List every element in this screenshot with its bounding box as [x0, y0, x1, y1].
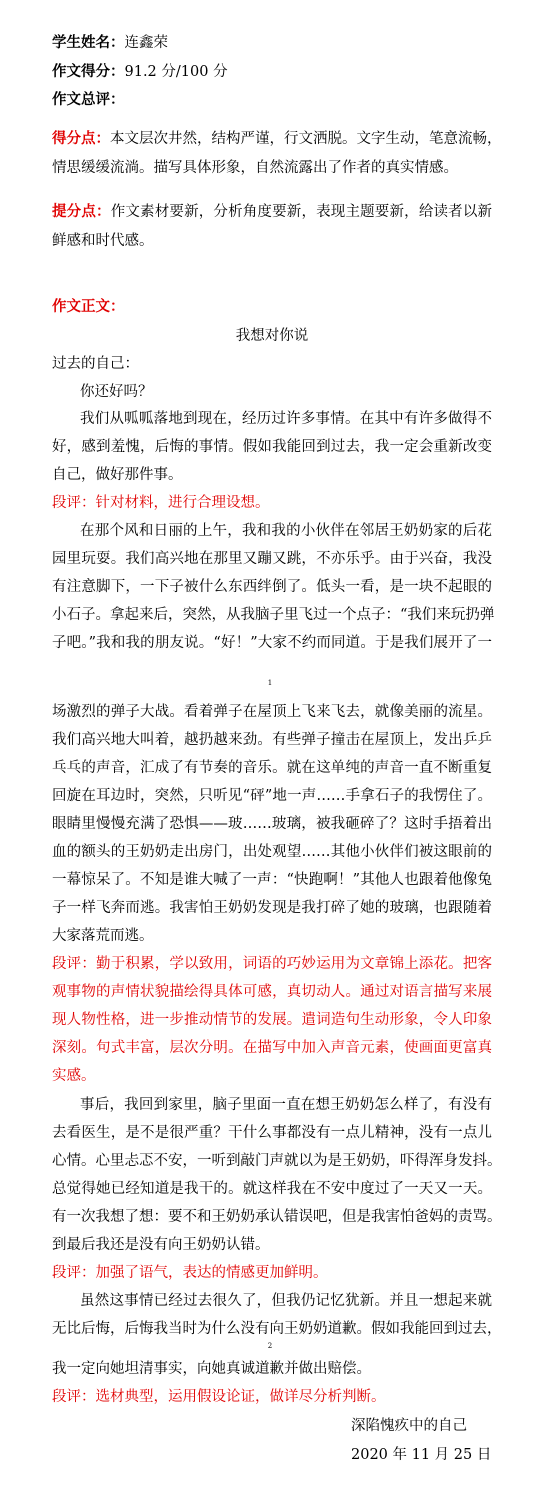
paragraph-comment-2: 观事物的声情状貌描绘得具体可感，真切动人。通过对语言描写来展 — [52, 984, 492, 1000]
improve-text-2: 鲜感和时代感。 — [52, 233, 154, 249]
paragraph-comment-2: 现人物性格，进一步推动情节的发展。遣词造句生动形象，令人印象 — [52, 1012, 492, 1028]
merit-label: 得分点： — [52, 130, 110, 147]
essay-score-label: 作文得分： — [52, 63, 125, 80]
paragraph-1-line: 好，感到羞愧，后悔的事情。假如我能回到过去，我一定会重新改变 — [52, 439, 492, 455]
paragraph-2-line: 我们高兴地大叫着，越扔越来劲。有些弹子撞击在屋顶上，发出乒乒 — [52, 732, 492, 748]
paragraph-2-line: 园里玩耍。我们高兴地在那里又蹦又跳，不亦乐乎。由于兴奋，我没 — [52, 551, 492, 567]
essay-score — [52, 63, 492, 81]
paragraph-comment-2: 实感。 — [52, 1068, 96, 1084]
merit-text-1: 本文层次井然，结构严谨，行文洒脱。文字生动，笔意流畅， — [110, 131, 502, 147]
paragraph-1-line: 自己，做好那件事。 — [52, 467, 183, 483]
student-name — [52, 34, 492, 52]
paragraph-4-line: 无比后悔，后悔我当时为什么没有向王奶奶道歉。假如我能回到过去， — [52, 1321, 502, 1337]
paragraph-3-line: 心情。心里忐忑不安，一听到敲门声就以为是王奶奶，吓得浑身发抖。 — [52, 1153, 502, 1169]
signature: 深陷愧疚中的自己 — [351, 1418, 467, 1434]
paragraph-4-line: 虽然这事情已经过去很久了，但我仍记忆犹新。并且一想起来就 — [80, 1293, 492, 1309]
paragraph-2-line: 乓乓的声音，汇成了有节奏的音乐。就在这单纯的声音一直不断重复 — [52, 760, 492, 776]
paragraph-comment-2: 段评：勤于积累，学以致用，词语的巧妙运用为文章锦上添花。把客 — [52, 956, 492, 972]
essay-score-value: 91.2 分/100 分 — [124, 64, 228, 80]
page-number: 1 — [267, 679, 273, 687]
essay-section-label: 作文正文： — [52, 298, 125, 315]
page-number: 2 — [267, 1342, 273, 1350]
essay-title: 我想对你说 — [235, 328, 309, 344]
improve-text-1: 作文素材要新，分析角度要新，表现主题要新，给读者以新 — [110, 204, 493, 220]
paragraph-2-line: 眼睛里慢慢充满了恐惧——玻……玻璃，被我砸碎了？这时手捂着出 — [52, 816, 492, 832]
overall-comment-label: 作文总评： — [52, 91, 125, 108]
paragraph-3-line: 有一次我想了想：要不和王奶奶承认错误吧，但是我害怕爸妈的责骂。 — [52, 1209, 502, 1225]
paragraph-2-line: 子吧。”我和我的朋友说。“好！”大家不约而同道。于是我们展开了一 — [52, 635, 492, 651]
paragraph-2-line: 血的额头的王奶奶走出房门，出处观望……其他小伙伴们被这眼前的 — [52, 844, 492, 860]
merit-point — [52, 130, 502, 148]
date: 2020 年 11 月 25 日 — [351, 1447, 492, 1463]
greeting: 你还好吗？ — [80, 384, 153, 400]
paragraph-3-line: 事后，我回到家里，脑子里面一直在想王奶奶怎么样了，有没有 — [80, 1097, 492, 1113]
paragraph-2-line: 回旋在耳边时，突然，只听见“砰”地一声……手拿石子的我愣住了。 — [52, 788, 492, 804]
student-name-value: 连鑫荣 — [124, 35, 168, 51]
paragraph-comment-3: 段评：加强了语气，表达的情感更加鲜明。 — [52, 1265, 328, 1281]
merit-text-2: 情思缓缓流淌。描写具体形象，自然流露出了作者的真实情感。 — [52, 160, 458, 176]
paragraph-2-line: 大家落荒而逃。 — [52, 928, 154, 944]
paragraph-3-line: 去看医生，是不是很严重？干什么事都没有一点儿精神，没有一点儿 — [52, 1125, 492, 1141]
paragraph-2-line: 场激烈的弹子大战。看着弹子在屋顶上飞来飞去，就像美丽的流星。 — [52, 704, 492, 720]
paragraph-2-line: 小石子。拿起来后，突然，从我脑子里飞过一个点子：“我们来玩扔弹 — [52, 607, 495, 623]
paragraph-3-line: 到最后我还是没有向王奶奶认错。 — [52, 1237, 270, 1253]
paragraph-3-line: 总觉得她已经知道是我干的。就这样我在不安中度过了一天又一天。 — [52, 1181, 492, 1197]
paragraph-1-line: 我们从呱呱落地到现在，经历过许多事情。在其中有许多做得不 — [80, 411, 492, 427]
improve-label: 提分点： — [52, 203, 111, 220]
paragraph-comment-1: 段评：针对材料，进行合理设想。 — [52, 495, 270, 511]
improve-point — [52, 203, 492, 221]
paragraph-2-line: 子一样飞奔而逃。我害怕王奶奶发现是我打碎了她的玻璃，也跟随着 — [52, 900, 492, 916]
paragraph-2-line: 一幕惊呆了。不知是谁大喊了一声：“快跑啊！”其他人也跟着他像兔 — [52, 872, 492, 888]
paragraph-comment-4: 段评：选材典型，运用假设论证，做详尽分析判断。 — [52, 1389, 386, 1405]
paragraph-2-line: 有注意脚下，一下子被什么东西绊倒了。低头一看，是一块不起眼的 — [52, 579, 492, 595]
student-name-label: 学生姓名： — [52, 34, 125, 51]
salutation: 过去的自己： — [52, 356, 139, 372]
paragraph-2-line: 在那个风和日丽的上午，我和我的小伙伴在邻居王奶奶家的后花 — [80, 523, 492, 539]
paragraph-comment-2: 深刻。句式丰富，层次分明。在描写中加入声音元素，使画面更富真 — [52, 1040, 492, 1056]
paragraph-4-line: 我一定向她坦清事实，向她真诚道歉并做出赔偿。 — [52, 1361, 371, 1377]
